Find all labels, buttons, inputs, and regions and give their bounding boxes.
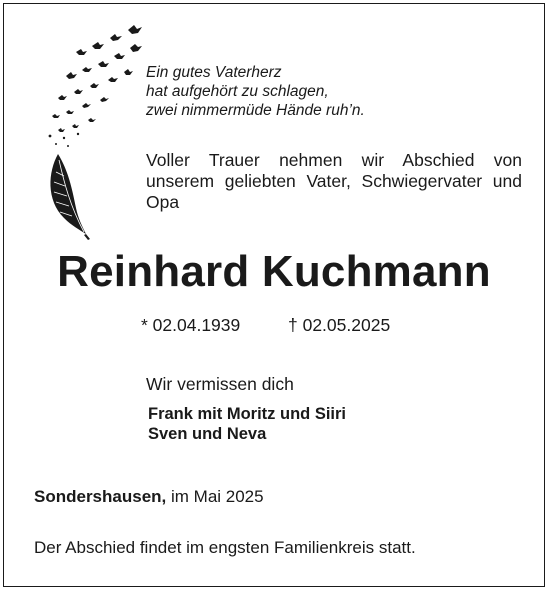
verse-line: Ein gutes Vaterherz bbox=[146, 64, 282, 81]
deceased-name: Reinhard Kuchmann bbox=[57, 247, 491, 296]
family-names bbox=[148, 404, 346, 444]
family-line: Frank mit Moritz und Siiri bbox=[148, 405, 347, 423]
feather-with-birds-icon bbox=[38, 22, 150, 240]
miss-text: Wir vermissen dich bbox=[146, 374, 294, 394]
footer-note: Der Abschied findet im engsten Familienkreis statt. bbox=[34, 538, 416, 557]
place-date-text: im Mai 2025 bbox=[171, 487, 264, 506]
intro-text: Voller Trauer nehmen wir Abschied von unserem geliebten Vater, Schwiegervater und Opa bbox=[146, 150, 522, 212]
verse-line: hat aufgehört zu schlagen, bbox=[146, 83, 329, 100]
place-date bbox=[34, 486, 264, 507]
death-date: † 02.05.2025 bbox=[288, 315, 391, 335]
family-line: Sven und Neva bbox=[148, 425, 267, 443]
verse-line: zwei nimmermüde Hände ruh’n. bbox=[146, 102, 365, 119]
place-city: Sondershausen, bbox=[34, 487, 167, 506]
memorial-verse bbox=[146, 63, 486, 120]
birth-date: * 02.04.1939 bbox=[141, 315, 241, 335]
obituary-notice bbox=[3, 3, 545, 587]
